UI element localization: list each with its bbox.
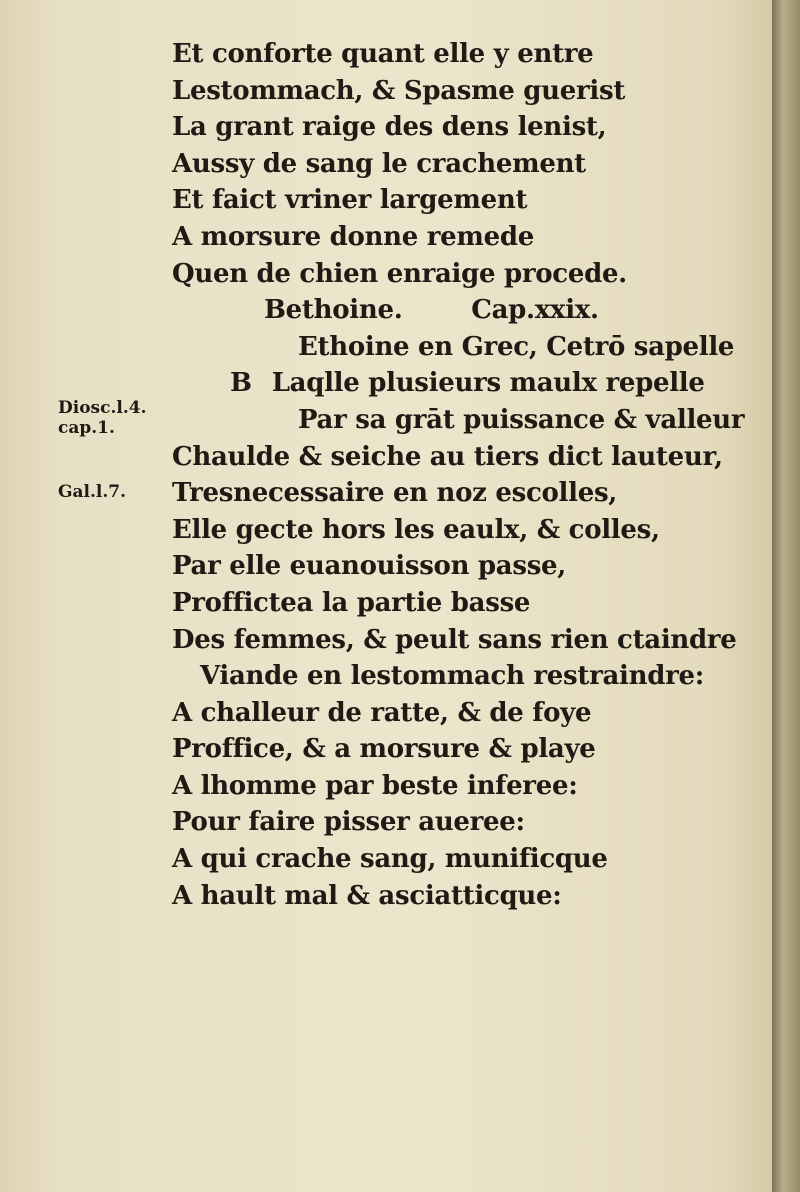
margin-note-gal <box>58 482 126 502</box>
text-line: Viande en lestommach restraindre: <box>200 661 705 692</box>
margin-diosc-cap: cap.1. <box>58 418 115 438</box>
chapter-title: Bethoine. <box>264 295 403 326</box>
text-line: Chaulde & seiche au tiers dict lauteur, <box>172 441 723 472</box>
margin-gal-ref: Gal.l.7. <box>58 482 127 502</box>
drop-cap: B <box>230 368 252 399</box>
chapter-number: Cap.xxix. <box>471 295 599 326</box>
text-line: Pour faire pisser aueree: <box>172 807 525 838</box>
text-line: A qui crache sang, munificque <box>172 844 608 875</box>
text-line: Lestommach, & Spasme guerist <box>172 75 626 106</box>
text-line: Des femmes, & peult sans rien ctaindre <box>172 624 737 655</box>
text-line: Quen de chien enraige procede. <box>172 258 627 289</box>
text-line: Proffictea la partie basse <box>172 587 531 618</box>
text-line: Proffice, & a morsure & playe <box>172 734 596 765</box>
text-line: Par elle euanouisson passe, <box>172 551 567 582</box>
poem-text <box>172 36 772 914</box>
text-line: A hault mal & asciatticque: <box>172 880 562 911</box>
text-line <box>172 365 772 402</box>
text-line: Ethoine en Grec, Cetrō sapelle <box>298 331 735 362</box>
text-line: Par sa grāt puissance & valleur <box>298 404 745 435</box>
text-line: A challeur de ratte, & de foye <box>172 697 592 728</box>
text-line: A morsure donne remede <box>172 221 534 252</box>
margin-diosc-ref: Diosc.l.4. <box>58 398 147 418</box>
text-line: Tresnecessaire en noz escolles, <box>172 478 618 509</box>
text-line: A lhomme par beste inferee: <box>172 770 578 801</box>
text-line: Et conforte quant elle y entre <box>172 39 594 69</box>
chapter-heading <box>172 292 772 329</box>
margin-note-diosc <box>58 398 147 438</box>
text-line: Et faict vriner largement <box>172 185 528 216</box>
text-line: Elle gecte hors les eaulx, & colles, <box>172 514 660 545</box>
text-line-body: Laqlle plusieurs maulx repelle <box>271 368 705 399</box>
text-line: Aussy de sang le crachement <box>172 148 586 179</box>
book-spine <box>772 0 800 1192</box>
text-line: La grant raige des dens lenist, <box>172 112 607 143</box>
